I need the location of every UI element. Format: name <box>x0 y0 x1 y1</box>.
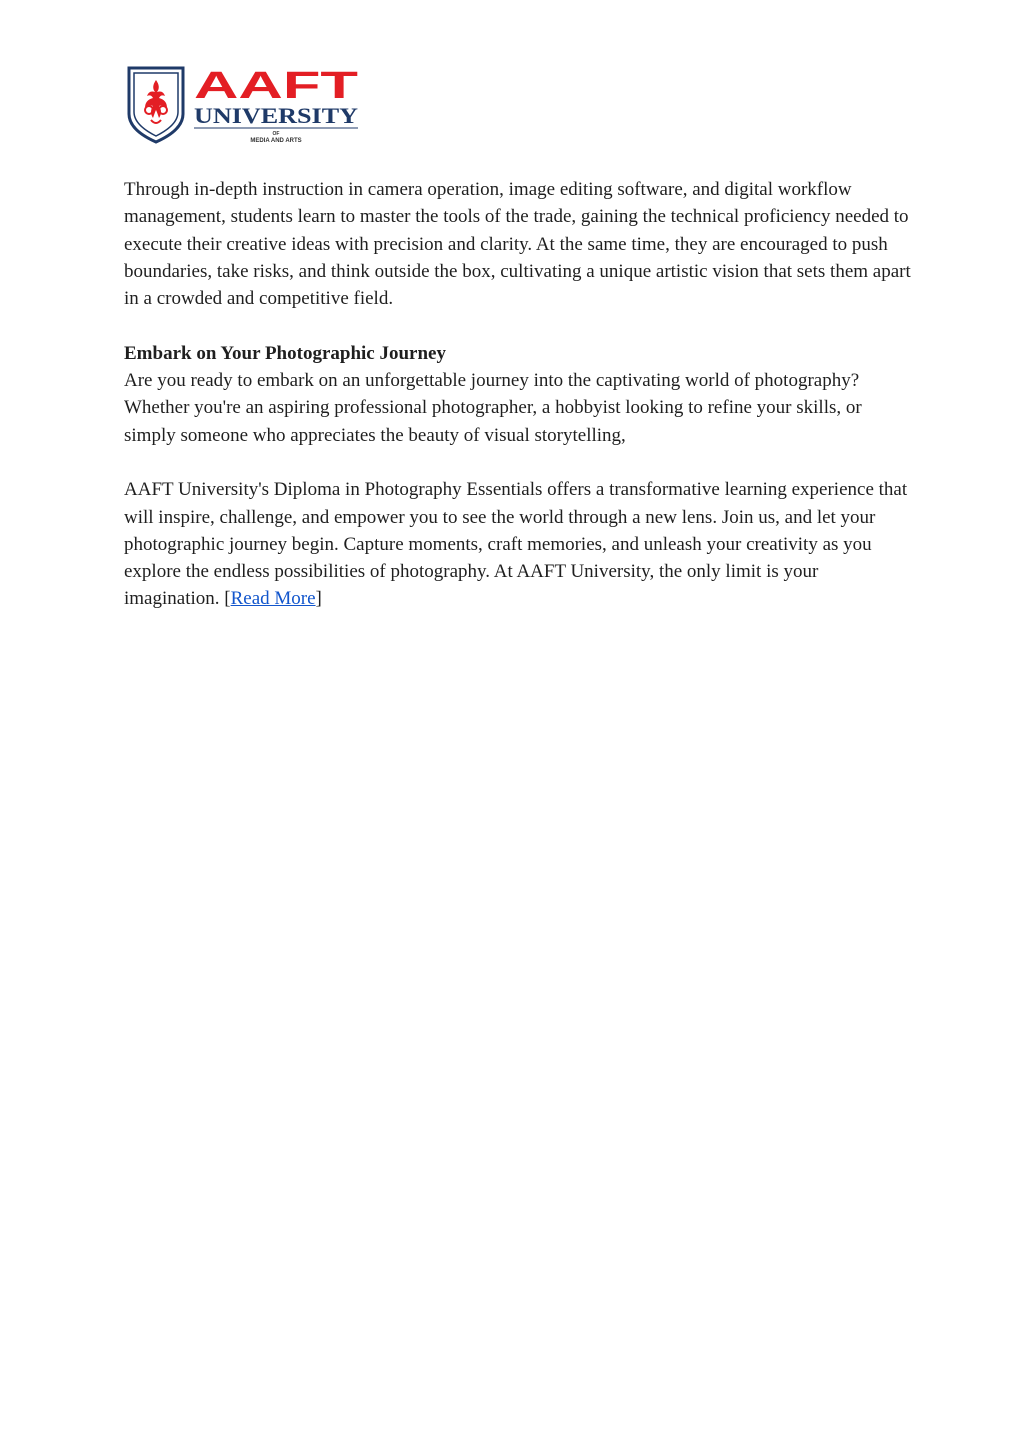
svg-text:UNIVERSITY: UNIVERSITY <box>194 103 359 128</box>
body-paragraph-2: Are you ready to embark on an unforgettable journey into the captivating world of photography? Whether you're an aspiring professional photographer, a hobbyist looking to refine your skills, or simply someone who appreciates the beauty of visual storytelling, <box>124 370 862 446</box>
body-paragraph-1: Through in-depth instruction in camera operation, image editing software, and digital workflow management, students learn to master the tools of the trade, gaining the technical proficiency needed to execute their creative ideas with precision and clarity. At the same time, they are encouraged to push boundaries, take risks, and think outside the box, cultivating a unique artistic vision that sets them apart in a crowded and competitive field. <box>124 179 911 310</box>
svg-text:MEDIA AND ARTS: MEDIA AND ARTS <box>250 138 302 144</box>
paragraph-3-text: AAFT University's Diploma in Photography Essentials offers a transformative learning experience that will inspire, challenge, and empower you to see the world through a new lens. Join us, and let your photographic journey begin. Capture moments, craft memories, and unleash your creativity as you explore the endless possibilities of photography. At AAFT University, the only limit is your imagination. <box>124 479 908 610</box>
link-open-bracket: [ <box>224 588 231 610</box>
svg-text:OF: OF <box>272 131 280 137</box>
document-body <box>124 176 914 640</box>
link-close-bracket: ] <box>315 588 322 610</box>
shield-emblem-icon <box>129 68 183 142</box>
aaft-university-logo <box>125 62 361 146</box>
section-heading: Embark on Your Photographic Journey <box>124 342 446 364</box>
logo-wordmark <box>194 65 358 144</box>
read-more-link[interactable]: Read More <box>230 588 316 610</box>
svg-text:AAFT: AAFT <box>194 65 358 107</box>
body-paragraph-3 <box>124 476 914 612</box>
